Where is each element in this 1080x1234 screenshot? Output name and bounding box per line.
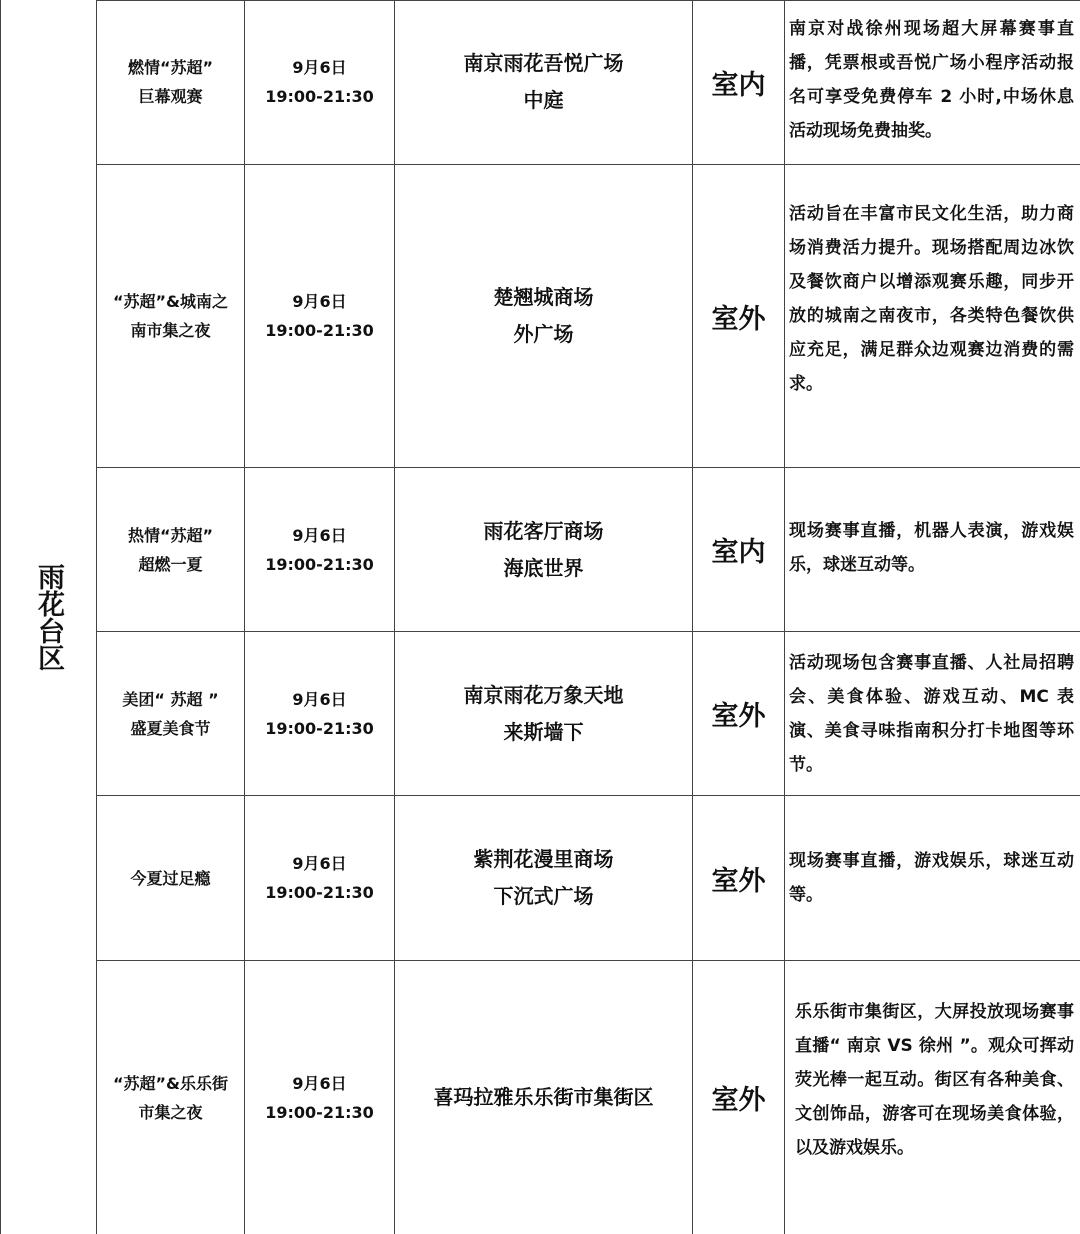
- event-description: 活动旨在丰富市民文化生活，助力商场消费活力提升。现场搭配周边冰饮及餐饮商户以增添观赛乐趣，同步开放的城南之南夜市，各类特色餐饮供应充足，满足群众边观赛边消费的需求。: [789, 204, 1074, 394]
- event-description: 活动现场包含赛事直播、人社局招聘会、美食体验、游戏互动、MC 表演、美食寻味指南积分打卡地图等环节。: [789, 653, 1074, 775]
- event-venue: 雨花客厅商场 海底世界: [483, 518, 604, 580]
- event-datetime: [245, 165, 394, 467]
- event-venue: 楚翘城商场 外广场: [493, 285, 594, 346]
- event-time: 19:00-21:30: [265, 554, 374, 574]
- event-datetime: [245, 468, 394, 631]
- event-type: 室外: [711, 701, 766, 732]
- event-description: 乐乐街市集街区，大屏投放现场赛事直播“ 南京 VS 徐州 ”。观众可挥动荧光棒一起互动。街区有各种美食、文创饰品，游客可在现场美食体验，以及游戏娱乐。: [795, 1002, 1074, 1158]
- event-name: 今夏过足瘾: [130, 868, 211, 888]
- event-venue: 南京雨花万象天地 来斯墙下: [463, 682, 624, 744]
- event-type: 室外: [711, 865, 766, 897]
- event-datetime: [245, 961, 394, 1234]
- event-time: 19:00-21:30: [265, 321, 374, 340]
- event-date: 9月6日: [292, 58, 347, 77]
- event-type: 室内: [711, 69, 766, 101]
- event-time: 19:00-21:30: [265, 87, 374, 106]
- event-venue: 喜玛拉雅乐乐街市集街区: [433, 1085, 654, 1109]
- event-venue: 南京雨花吾悦广场 中庭: [463, 51, 624, 112]
- event-type: 室内: [711, 537, 766, 568]
- event-description: 南京对战徐州现场超大屏幕赛事直播，凭票根或吾悦广场小程序活动报名可享受免费停车 2 小时,中场休息活动现场免费抽奖。: [789, 19, 1074, 141]
- event-time: 19:00-21:30: [265, 718, 374, 738]
- event-venue: 紫荆花漫里商场 下沉式广场: [473, 847, 614, 908]
- district-label: 雨花台区: [33, 563, 64, 671]
- event-name: 美团“ 苏超 ” 盛夏美食节: [122, 689, 219, 738]
- event-description: 现场赛事直播，游戏娱乐，球迷互动等。: [789, 851, 1074, 905]
- event-name: 热情“苏超” 超燃一夏: [127, 525, 214, 574]
- event-type: 室外: [711, 303, 766, 335]
- event-name: “苏超”&乐乐街 市集之夜: [113, 1073, 228, 1122]
- event-date: 9月6日: [292, 1073, 347, 1093]
- event-time: 19:00-21:30: [265, 1102, 374, 1122]
- event-date: 9月6日: [292, 689, 347, 709]
- event-datetime: [245, 632, 394, 795]
- event-name: 燃情“苏超” 巨幕观赛: [127, 58, 214, 106]
- event-date: 9月6日: [292, 292, 347, 311]
- event-date: 9月6日: [292, 525, 347, 545]
- event-name: “苏超”&城南之 南市集之夜: [113, 292, 228, 340]
- event-datetime: [245, 796, 394, 960]
- event-datetime: [245, 0, 394, 164]
- event-type: 室外: [711, 1085, 766, 1116]
- event-time: 19:00-21:30: [265, 883, 374, 902]
- district-cell: [1, 0, 96, 1234]
- event-description: 现场赛事直播，机器人表演，游戏娱乐，球迷互动等。: [789, 521, 1074, 575]
- event-date: 9月6日: [292, 854, 347, 873]
